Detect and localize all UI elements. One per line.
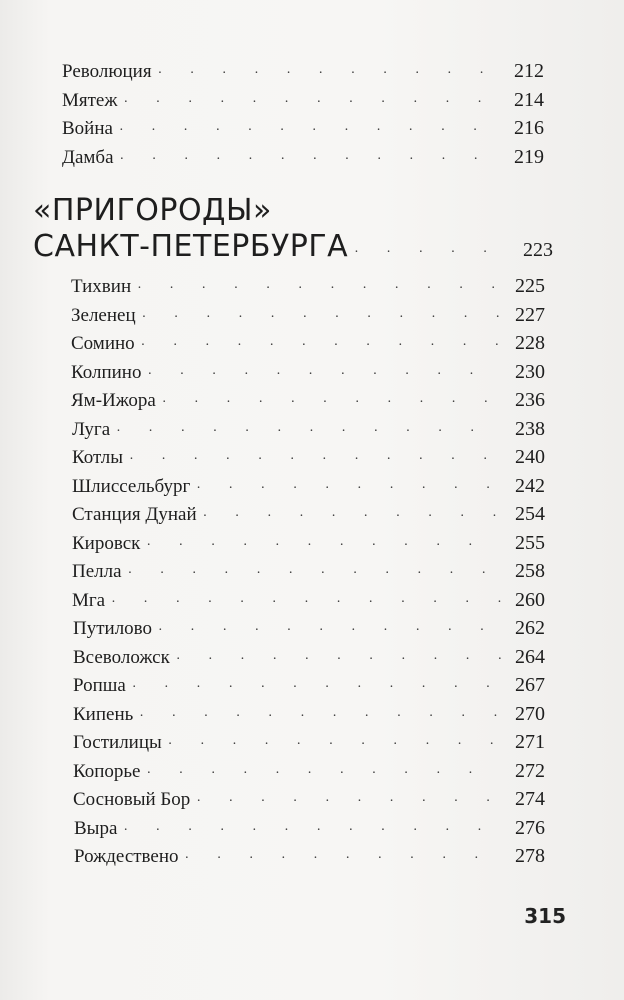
toc-entry-page: 227 xyxy=(515,304,545,326)
dot-leader xyxy=(139,703,501,731)
dot-leader xyxy=(158,60,500,88)
toc-entry xyxy=(72,586,545,614)
toc-entry-page: 276 xyxy=(515,817,545,839)
toc-entry-label: Пелла xyxy=(72,561,122,582)
toc-entry xyxy=(73,671,545,699)
toc-entry xyxy=(73,700,545,728)
toc-entry xyxy=(71,301,545,329)
dot-leader xyxy=(119,117,500,145)
toc-entry xyxy=(72,557,545,585)
toc-entry-label: Копорье xyxy=(73,761,141,782)
toc-entry-page: 212 xyxy=(514,60,544,82)
dot-leader xyxy=(185,845,501,873)
toc-entry-label: Луга xyxy=(72,419,111,440)
toc-entry-page: 214 xyxy=(514,89,544,111)
toc-entry-label: Ропша xyxy=(73,675,126,696)
dot-leader xyxy=(176,646,501,674)
toc-entry xyxy=(62,57,544,85)
dot-leader xyxy=(147,361,501,389)
toc-entry xyxy=(71,329,545,357)
dot-leader xyxy=(137,275,501,303)
dot-leader xyxy=(147,760,502,788)
toc-entry-label: Зеленец xyxy=(71,305,136,326)
toc-entry-label: Дамба xyxy=(62,147,114,168)
dot-leader xyxy=(128,560,501,588)
toc-entry xyxy=(72,415,545,443)
toc-entry-label: Революция xyxy=(62,61,152,82)
dot-leader xyxy=(162,389,501,417)
toc-entry-page: 255 xyxy=(515,532,545,554)
toc-entry-page: 238 xyxy=(515,418,545,440)
toc-entry-label: Тихвин xyxy=(71,276,132,297)
dot-leader xyxy=(129,446,501,474)
section-page: 223 xyxy=(523,239,553,261)
toc-entry-page: 230 xyxy=(515,361,545,383)
toc-entry-label: Всеволожск xyxy=(73,647,170,668)
toc-entry-label: Котлы xyxy=(72,447,124,468)
dot-leader xyxy=(116,418,501,446)
toc-entry-label: Мга xyxy=(72,590,106,611)
dot-leader xyxy=(141,332,501,360)
toc-entry xyxy=(72,529,545,557)
toc-entry-label: Сосновый Бор xyxy=(73,789,191,810)
dot-leader xyxy=(111,589,501,617)
toc-entry-page: 242 xyxy=(515,475,545,497)
toc-entry-label: Шлиссельбург xyxy=(72,476,191,497)
toc-entry-label: Война xyxy=(62,118,113,139)
dot-leader xyxy=(120,146,500,174)
toc-entry-label: Выра xyxy=(74,818,118,839)
toc-entry-page: 262 xyxy=(515,617,545,639)
dot-leader xyxy=(196,788,501,816)
toc-entry xyxy=(62,114,544,142)
toc-entry xyxy=(71,272,545,300)
dot-leader xyxy=(196,475,501,503)
toc-entry-page: 236 xyxy=(515,389,545,411)
dot-leader xyxy=(146,532,501,560)
toc-entry-page: 267 xyxy=(515,674,545,696)
dot-leader xyxy=(168,731,501,759)
toc-entry-page: 274 xyxy=(515,788,545,810)
toc-entry xyxy=(73,614,545,642)
toc-entry-page: 278 xyxy=(515,845,545,867)
toc-entry xyxy=(62,143,544,171)
dot-leader xyxy=(158,617,501,645)
dot-leader xyxy=(124,89,501,117)
toc-entry-label: Ям-Ижора xyxy=(71,390,156,411)
toc-entry-label: Мятеж xyxy=(62,90,118,111)
toc-entry-page: 258 xyxy=(515,560,545,582)
toc-entry-label: Кировск xyxy=(72,533,141,554)
toc-entry-page: 264 xyxy=(515,646,545,668)
toc-entry-page: 254 xyxy=(515,503,545,525)
toc-entry-page: 219 xyxy=(514,146,544,168)
toc-entry xyxy=(74,814,545,842)
dot-leader xyxy=(354,245,513,261)
section-title-line1: «ПРИГОРОДЫ» xyxy=(33,193,272,228)
toc-entry-page: 225 xyxy=(515,275,545,297)
toc-entry xyxy=(73,757,545,785)
toc-entry-label: Рождествено xyxy=(74,846,179,867)
dot-leader xyxy=(203,503,501,531)
section-title-row xyxy=(33,229,553,265)
toc-entry xyxy=(72,472,545,500)
toc-entry-page: 216 xyxy=(514,117,544,139)
toc-entry-label: Гостилицы xyxy=(73,732,162,753)
toc-entry-label: Кипень xyxy=(73,704,134,725)
toc-entry-page: 270 xyxy=(515,703,545,725)
toc-entry xyxy=(71,386,545,414)
toc-entry xyxy=(72,500,545,528)
toc-entry-label: Путилово xyxy=(73,618,153,639)
toc-entry-label: Станция Дунай xyxy=(72,504,197,525)
section-title-line2: САНКТ-ПЕТЕРБУРГА xyxy=(33,229,349,264)
toc-entry xyxy=(74,842,545,870)
section-heading xyxy=(33,193,553,265)
toc-entry-label: Колпино xyxy=(71,362,142,383)
toc-entry-page: 228 xyxy=(515,332,545,354)
toc-entry-page: 240 xyxy=(515,446,545,468)
toc-entry xyxy=(71,358,545,386)
toc-entry xyxy=(72,443,545,471)
toc-entry xyxy=(73,643,545,671)
page-number: 315 xyxy=(524,904,566,928)
toc-entry-page: 260 xyxy=(515,589,545,611)
toc-entry xyxy=(73,785,545,813)
toc-entry xyxy=(73,728,545,756)
dot-leader xyxy=(123,817,501,845)
dot-leader xyxy=(142,304,501,332)
dot-leader xyxy=(132,674,501,702)
toc-entry-page: 272 xyxy=(515,760,545,782)
toc-entry-page: 271 xyxy=(515,731,545,753)
toc-entry-label: Сомино xyxy=(71,333,135,354)
toc-entry xyxy=(62,86,544,114)
